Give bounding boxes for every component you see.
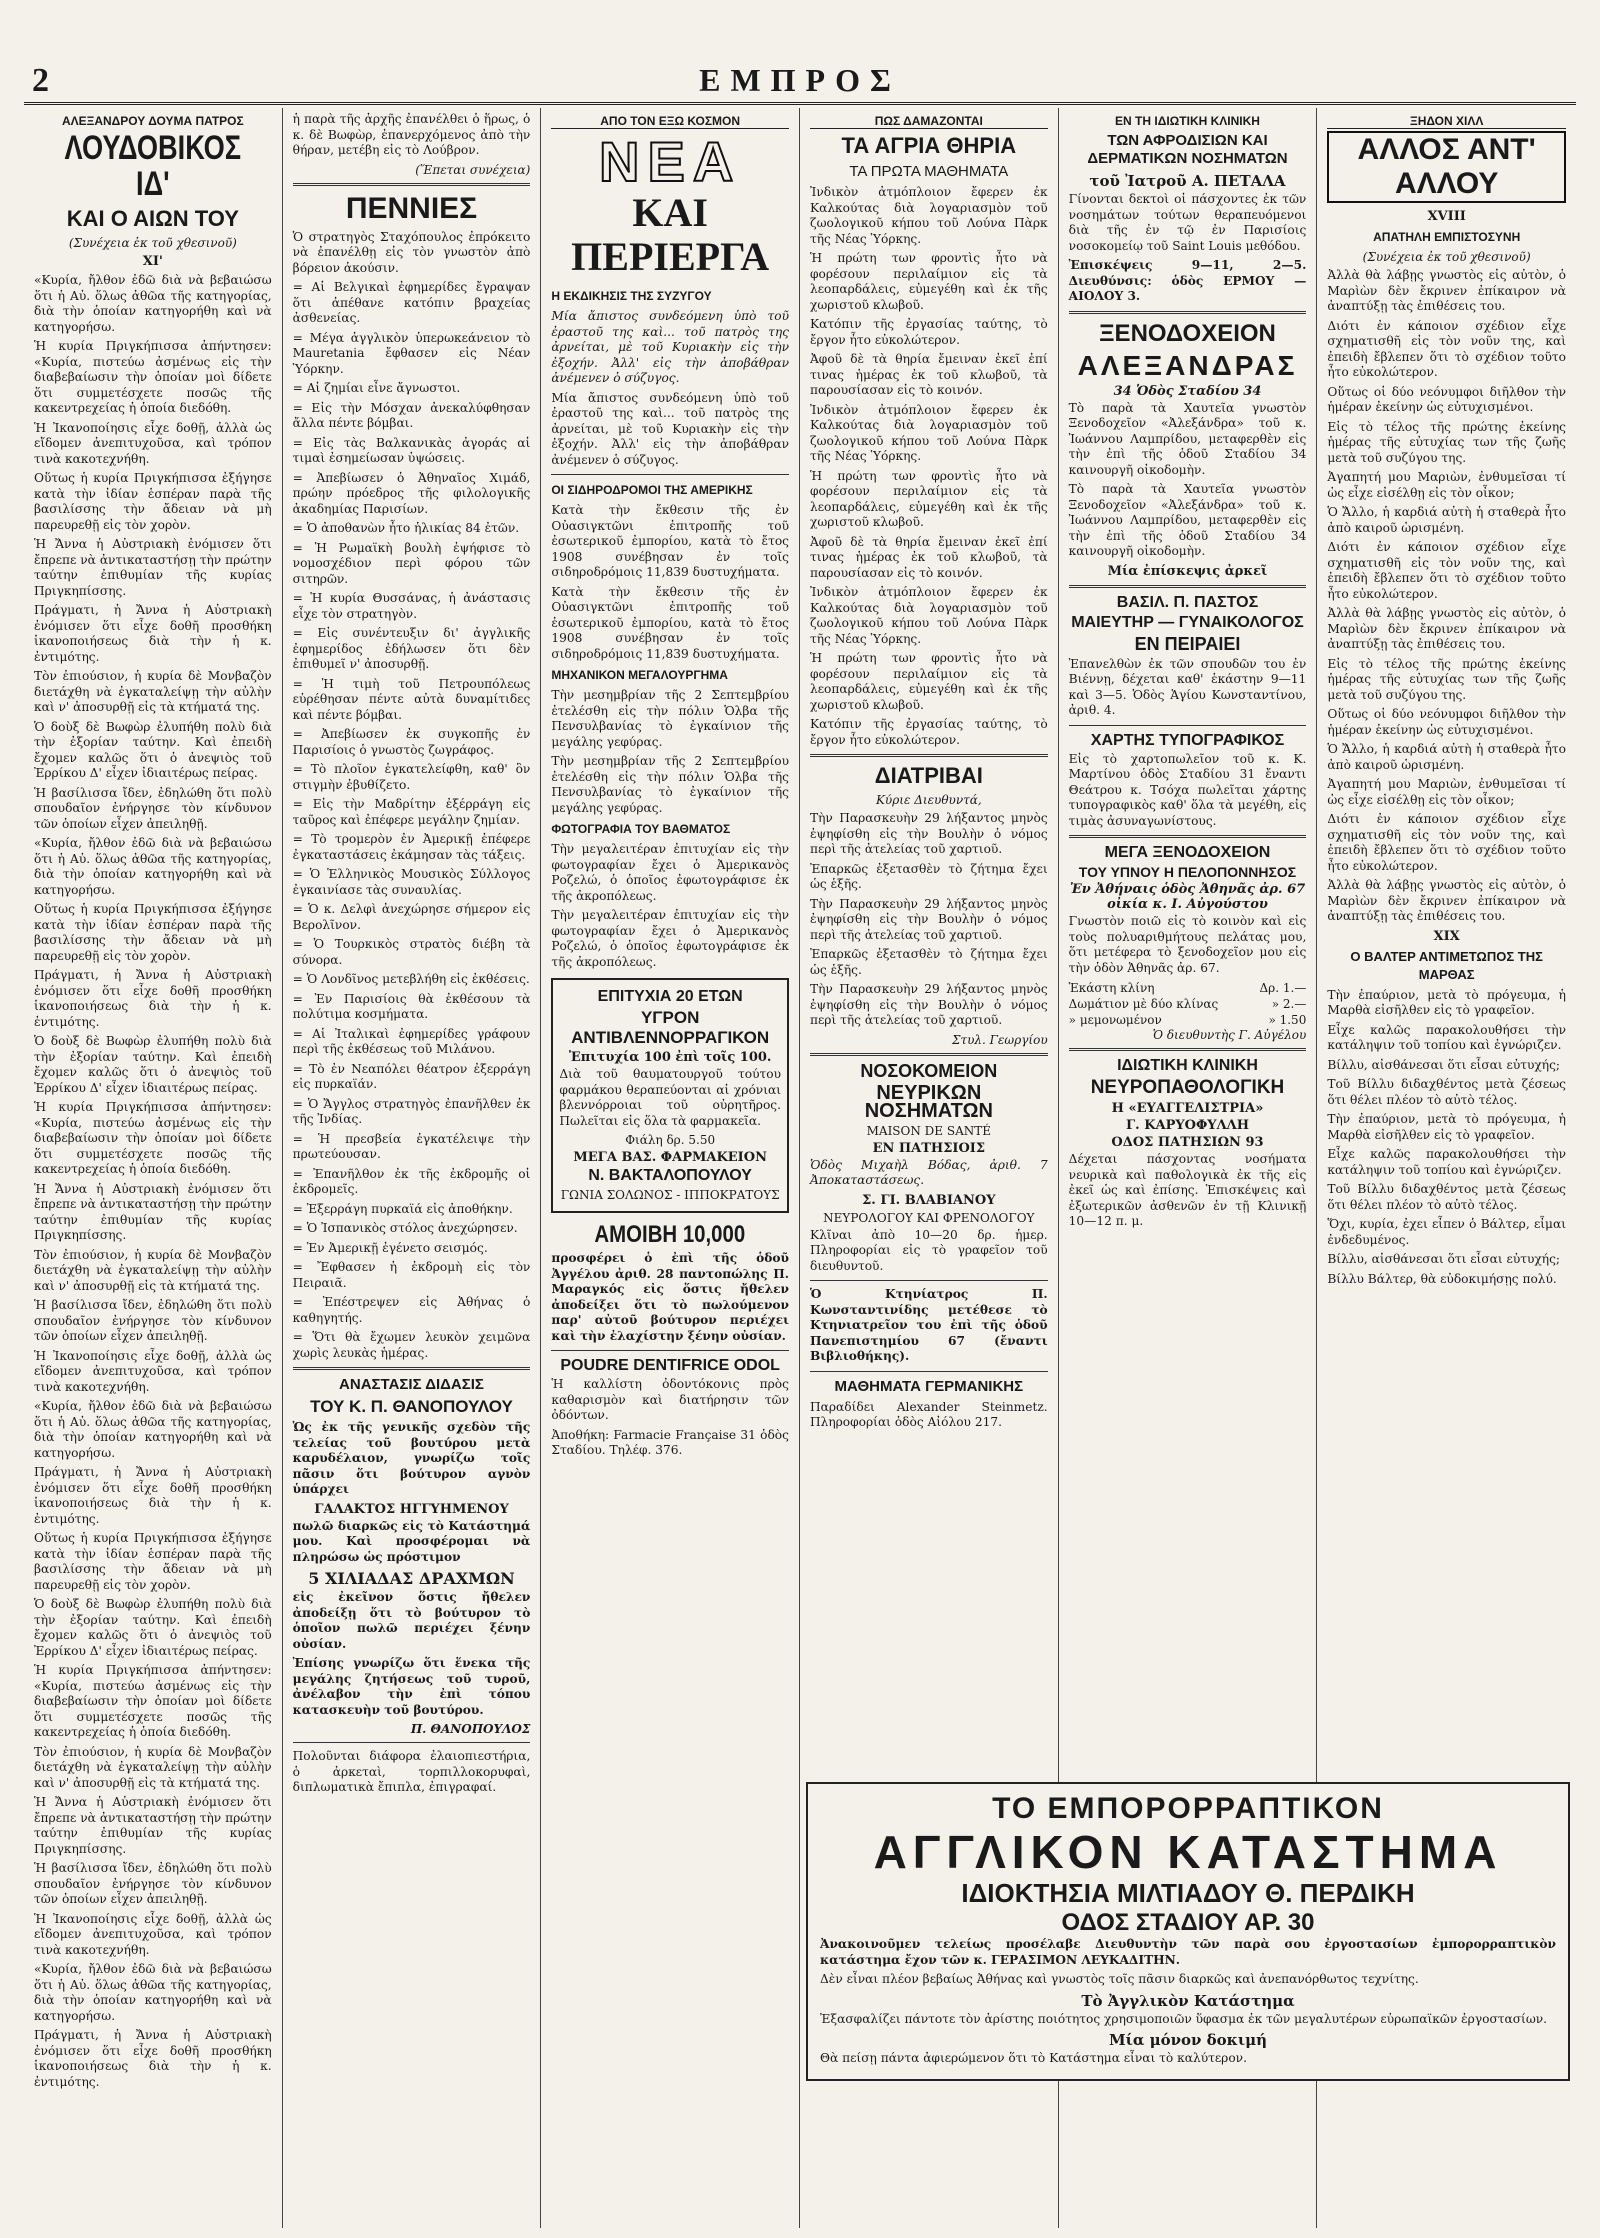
ad-text: Γνωστὸν ποιῶ εἰς τὸ κοινὸν καὶ εἰς τοὺς πολυαριθμήτους πελάτας μου, ὅτι μετέφερα τὸ ξενοδοχεῖον μου εἰς τὴν ὁδὸν Ἀθηνᾶς ἀρ. 67. <box>1068 914 1307 975</box>
ad-text: Ἐπίσης γνωρίζω ὅτι ἕνεκα τῆς μεγάλης ζητήσεως τοῦ τυροῦ, ἀνέλαβον τὴν ἐπὶ τόπου κατασκευὴν τοῦ βουτύρου. <box>292 1656 531 1717</box>
paper-title: ΕΜΠΡΟΣ <box>699 62 901 98</box>
chapter-number: ΧΙ' <box>142 254 163 269</box>
price-label: » μεμονωμένον <box>1068 1013 1162 1027</box>
paragraph: Ἡ Ἰκανοποίησις εἶχε δοθῇ, ἀλλὰ ὡς εἴδομεν ἀνεπιτυχοῦσα, καὶ τρόπον τινὰ κακοτεχνήθη. <box>34 1911 272 1957</box>
doctor-name: τοῦ Ἰατροῦ Α. ΠΕΤΑΛΑ <box>1089 172 1286 190</box>
paragraph: Οὕτως ἡ κυρία Πριγκήπισσα ἐξήγησε κατὰ τὴν ἰδίαν ἑσπέραν παρὰ τῆς βασιλίσσης τὴν ἄδειαν νὰ μὴ παρευρεθῇ εἰς τὸν χορὸν. <box>34 1531 272 1592</box>
ad-text: Ἐπισκέψεις 9—11, 2—5. Διευθύνσις: ὁδὸς ΕΡΜΟΥ — ΑΙΟΛΟΥ 3. <box>1068 258 1307 303</box>
column-1 <box>24 108 283 2228</box>
doctor-name: ΒΑΣΙΛ. Π. ΠΑΣΤΟΣ <box>1116 593 1259 611</box>
serial-title: ΛΟΥΔΟΒΙΚΟΣ ΙΔ' <box>64 129 242 203</box>
chapter-number: XVIII <box>1427 209 1466 224</box>
paragraph: Ὁ στρατηγὸς Σταχόπουλος ἐπρόκειτο νὰ ἐπανέλθῃ εἰς τὸν γνωστὸν ἀπὸ βόρειον ἀκούσιν. <box>292 229 531 275</box>
ad-text: εἰς ἐκεῖνον ὅστις ἤθελεν ἀποδείξῃ ὅτι τὸ βούτυρον τὸ ὁποῖον πωλῶ περιέχει ξένην οὐσίαν. <box>292 1590 531 1651</box>
continued-signature: (Ἕπεται συνέχεια) <box>415 162 531 177</box>
paragraph: Πράγματι, ἡ Ἄννα ἡ Αὐστριακὴ ἐνόμισεν ὅτι εἶχε δοθῆ προσθήκη ἱκανοποιήσεως διὰ τὴν ἡ κ. ἐντιμότης. <box>34 1465 272 1526</box>
doctor-role: ΜΑΙΕΥΤΗΡ — ΓΥΝΑΙΚΟΛΟΓΟΣ <box>1071 613 1304 631</box>
paragraph: Ἀλλὰ θὰ λάβῃς γνωστὸς εἰς αὐτὸν, ὁ Μαρὶὼν δὲν ἔκρινεν ἐπίκαιρον νὰ ἀναπτύξῃ τὰς ἐπιθέσεις του. <box>1327 268 1566 313</box>
paragraph: Πράγματι, ἡ Ἄννα ἡ Αὐστριακὴ ἐνόμισεν ὅτι εἶχε δοθῆ προσθήκη ἱκανοποιήσεως διὰ τὴν ἡ κ. ἐντιμότης. <box>34 2028 272 2089</box>
article-title: ΔΙΑΤΡΙΒΑΙ <box>874 763 983 788</box>
paragraph: Οὕτως οἱ δύο νεόνυμφοι διῆλθον τὴν ἡμέραν ἐκείνην ὡς εὐτυχισμένοι. <box>1327 384 1566 414</box>
news-brief-item: = Ὅτι θὰ ἔχωμεν λευκὸν χειμῶνα χωρὶς λευκὰς ἡμέρας. <box>292 1330 531 1360</box>
paragraph: Τὴν Παρασκευὴν 29 λήξαντος μηνὸς ἐψηφίσθη εἰς τὴν Βουλὴν ὁ νόμος περὶ τῆς ἀτελείας τοῦ χαρτιοῦ. <box>809 896 1048 942</box>
ad-footer: Πολοῦνται διάφορα ἐλαιοπιεστήρια, ὁ ἀρκεταὶ, τορπιλλοκορυφαὶ, διπλωματικὰ ἔπιπλα, ἐπιγραφαί. <box>292 1749 531 1794</box>
paragraph: Ἡ βασίλισσα ἴδεν, ἐδηλώθη ὅτι πολὺ σπουδαῖον ἐνήργησε τὸν κίνδυνον τῶν ὁποίων εἶχεν ἀπειληθῇ. <box>34 1861 272 1906</box>
ad-footer: Μία ἐπίσκεψις ἀρκεῖ <box>1107 563 1268 579</box>
serial-subtitle: ΚΑΙ Ο ΑΙΩΝ ΤΟΥ <box>66 206 239 231</box>
ad-address: Ἀποθήκη: Farmacie Française 31 ὁδὸς Σταδίου. Τηλέφ. 376. <box>551 1427 789 1457</box>
ad-highlight: ΓΑΛΑΚΤΟΣ ΗΓΓΥΗΜΕΝΟΥ <box>314 1501 509 1517</box>
ad-address: ΓΩΝΙΑ ΣΟΛΩΝΟΣ - ΙΠΠΟΚΡΑΤΟΥΣ <box>560 1188 780 1202</box>
ad-title: ΑΓΓΛΙΚΟΝ ΚΑΤΑΣΤΗΜΑ <box>873 1826 1503 1878</box>
paragraph: Ἡ κυρία Πριγκήπισσα ἀπήντησεν: «Κυρία, πιστεύω ἀσμένως εἰς τὴν διαβεβαίωσιν τὴν ὁποίαν μοὶ δίδετε ὅτι συμμετέσχετε ποσῶς τῆς κακεντρεχείας ἡ ὁποία διεδόθη. <box>34 1663 272 1739</box>
paragraph: Ἡ Ἰκανοποίησις εἶχε δοθῇ, ἀλλὰ ὡς εἴδομεν ἀνεπιτυχοῦσα, καὶ τρόπον τινὰ κακοτεχνήθη. <box>34 420 272 466</box>
paragraph: Ἰνδικὸν ἀτμόπλοιον ἔφερεν ἐκ Καλκούτας διὰ λογαριασμὸν τοῦ ζωολογικοῦ κήπου τοῦ Λούνα Πὰρκ τῆς Νέας Ὑόρκης. <box>809 402 1048 463</box>
news-brief-item: = Εἰς τὴν Μαδρίτην ἐξέρράγη εἰς ταῦρος καὶ ἐπέφερε μεγάλην ζημίαν. <box>292 797 531 827</box>
ad-text: Ἡ καλλίστη ὀδοντόκονις πρὸς καθαρισμὸν καὶ διατήρησιν τῶν ὀδόντων. <box>551 1377 789 1422</box>
section-kicker: ΑΠΟ ΤΟΝ ΕΞΩ ΚΟΣΜΟΝ <box>551 114 789 129</box>
clinic-address: ΟΔΟΣ ΠΑΤΗΣΙΩΝ 93 <box>1111 1135 1264 1150</box>
news-brief-item: = Ἔφθασεν ἡ ἐκδρομὴ εἰς τὸν Πειραιᾶ. <box>292 1260 531 1290</box>
news-brief-item: = Ἡ κυρία Θυσσάνας, ἡ ἀνάστασις εἶχε τὸν στρατηγὸν. <box>292 591 531 621</box>
tailor-shop-ad <box>806 1782 1570 2081</box>
paragraph: Κατόπιν τῆς ἐργασίας ταύτης, τὸ ἔργον ἦτο εὐκολώτερον. <box>809 717 1048 747</box>
divider <box>1069 1048 1307 1051</box>
paragraph: Ὁ Ἄλλο, ἡ καρδιά αὐτὴ ἡ σταθερὰ ἦτο ἀπὸ καιροῦ ὡρισμένη. <box>1327 742 1566 772</box>
paragraph: Τὴν Παρασκευὴν 29 λήξαντος μηνὸς ἐψηφίσθη εἰς τὴν Βουλὴν ὁ νόμος περὶ τῆς ἀτελείας τοῦ χαρτιοῦ. <box>809 982 1048 1027</box>
paragraph: Εἰς τὸ τέλος τῆς πρώτης ἐκείνης ἡμέρας τῆς εὐτυχίας των τῆς ζωῆς μετὰ τοῦ συζύγου της. <box>1327 419 1566 465</box>
clinic-title: ΝΕΥΡΟΠΑΘΟΛΟΓΙΚΗ <box>1090 1077 1285 1098</box>
divider <box>551 1350 789 1351</box>
divider <box>293 183 531 186</box>
paragraph: Εἰς τὸ τέλος τῆς πρώτης ἐκείνης ἡμέρας τῆς εὐτυχίας των τῆς ζωῆς μετὰ τοῦ συζύγου της. <box>1327 656 1566 702</box>
paragraph: Τὴν ἐπαύριον, μετὰ τὸ πρόγευμα, ἡ Μαρθὰ εἰσῆλθεν εἰς τὸ γραφεῖον. <box>1327 987 1566 1017</box>
paragraph: Ἰνδικὸν ἀτμόπλοιον ἔφερεν ἐκ Καλκούτας διὰ λογαριασμὸν τοῦ ζωολογικοῦ κήπου τοῦ Λούνα Πὰρκ τῆς Νέας Ὑόρκης. <box>809 185 1048 246</box>
divider <box>1069 311 1307 314</box>
news-brief-item: = Ὁ Λονδῖνος μετεβλήθη εἰς ἐκθέσεις. <box>292 972 530 986</box>
paragraph: Τοῦ Βίλλυ διδαχθέντος μετὰ ζέσεως ὅτι θέλει πλέον τὸ αὐτὸ τέλος. <box>1327 1077 1566 1107</box>
ad-highlight: 5 ΧΙΛΙΑΔΑΣ ΔΡΑΧΜΩΝ <box>308 1569 515 1588</box>
paragraph: Οὕτως ἡ κυρία Πριγκήπισσα ἐξήγησε κατὰ τὴν ἰδίαν ἑσπέραν παρὰ τῆς βασιλίσσης τὴν ἄδειαν νὰ μὴ παρευρεθῇ εἰς τὸν χορὸν. <box>34 902 272 963</box>
news-brief-item: = Ἐν Παρισίοις θὰ ἐκθέσουν τὰ πολύτιμα κοσμήματα. <box>292 991 531 1021</box>
paragraph: Τὴν μεγαλειτέραν ἐπιτυχίαν εἰς τὴν φωτογραφίαν ἔχει ὁ Ἀμερικανὸς Ροζελώ, ὁ ὁποῖος ἐφωτογράφισε ἐκ τῆς ἀκροπόλεως. <box>551 908 789 969</box>
hotel-title: ΤΟΥ ΥΠΝΟΥ Η ΠΕΛΟΠΟΝΝΗΣΟΣ <box>1078 864 1297 880</box>
news-brief-item: = Εἰς συνέντευξιν δι' ἀγγλικῆς ἐφημερίδος ἐδήλωσεν ὅτι δὲν ἐπιθυμεῖ ν' ἀποσυρθῇ. <box>292 626 531 671</box>
hotel-title: ΑΛΕΞΑΝΔΡΑΣ <box>1077 349 1298 381</box>
continued-note: (Συνέχεια ἐκ τοῦ χθεσινοῦ) <box>68 236 237 250</box>
news-brief-item: = Ἡ πρεσβεία ἐγκατέλειψε τὴν πρωτεύουσαν. <box>292 1131 531 1161</box>
article-heading: Η ΕΚΔΙΚΗΣΙΣ ΤΗΣ ΣΥΖΥΓΟΥ <box>551 289 712 303</box>
ad-text: Διὰ τοῦ θαυματουργοῦ τούτου φαρμάκου θεραπεύονται αἱ χρόνιαι βλεννόρροιαι τοῦ οὐρητῆρος. Πωλεῖται εἰς ὅλα τὰ φαρμακεῖα. <box>559 1067 781 1128</box>
paragraph: Τὸν ἐπιούσιον, ἡ κυρία δὲ Μονβαζὸν διετάχθη νὰ ἐγκαταλείψῃ τὴν αὐλὴν καὶ ν' ἀποσυρθῇ εἰς τὰ κτήματά της. <box>34 1247 272 1293</box>
serial-author: ΑΛΕΞΑΝΔΡΟΥ ΔΟΥΜΑ ΠΑΤΡΟΣ <box>61 114 244 128</box>
paragraph: Διότι ἐν κάποιον σχέδιον εἶχε σχηματισθῆ εἰς τὸν νοῦν της, καὶ ἐπειδὴ ἔβλεπεν ὅτι τὸ σχέδιον τοῦτο ἦτο εὐκολώτερον. <box>1327 812 1566 873</box>
ad-text: Παραδίδει Alexander Steinmetz. Πληροφορίαι ὁδὸς Αἰόλου 217. <box>809 1399 1048 1429</box>
paragraph: Πράγματι, ἡ Ἄννα ἡ Αὐστριακὴ ἐνόμισεν ὅτι εἶχε δοθῆ προσθήκη ἱκανοποιήσεως διὰ τὴν ἡ κ. ἐντιμότης. <box>34 603 272 664</box>
paragraph: Ἐπαρκῶς ἐξετασθὲν τὸ ζήτημα ἔχει ὡς ἑξῆς. <box>809 947 1048 977</box>
price-label: Δωμάτιον μὲ δύο κλίνας <box>1068 997 1219 1011</box>
section-title: ΠΕΝΝΙΕΣ <box>345 191 478 225</box>
ad-highlight: Ἐπιτυχία 100 ἐπὶ τοῖς 100. <box>568 1050 772 1065</box>
paragraph: Κατὰ τὴν ἔκθεσιν τῆς ἐν Οὐασιγκτῶνι ἐπιτροπῆς τοῦ ἐσωτερικοῦ ἐμπορίου, κατὰ τὸ ἔτος 1908 συνέβησαν ἐν τοῖς σιδηροδρόμοις 11,839 δυστυχήματα. <box>551 584 789 661</box>
paragraph: Ὁ δοὺξ δὲ Βωφὼρ ἐλυπήθη πολὺ διὰ τὴν ἐξορίαν ταύτην. Καὶ ἐπειδὴ ἔχομεν καλῶς ὅτι ὁ ἀνεψιὸς τοῦ Ἐρρίκου Δ' εἶχεν ἰδιαιτέρως πείρας. <box>34 1597 272 1658</box>
paragraph: Ἀγαπητή μου Μαριὼν, ἐνθυμεῖσαι τί ὡς εἶχε εἰσέλθῃ εἰς τὸν οἶκον; <box>1327 470 1566 500</box>
paragraph: Ἡ βασίλισσα ἴδεν, ἐδηλώθη ὅτι πολὺ σπουδαῖον ἐνήργησε τὸν κίνδυνον τῶν ὁποίων εἶχεν ἀπειληθῇ. <box>34 1298 272 1343</box>
hotel-address: Ἐν Ἀθήναις ὁδὸς Ἀθηνᾶς ἀρ. 67 οἰκία κ. Ι. Αὐγούστου <box>1069 882 1306 912</box>
paragraph: Ὁ δοὺξ δὲ Βωφὼρ ἐλυπήθη πολὺ διὰ τὴν ἐξορίαν ταύτην. Καὶ ἐπειδὴ ἔχομεν καλῶς ὅτι ὁ ἀνεψιὸς τοῦ Ἐρρίκου Δ' εἶχεν ἰδιαιτέρως πείρας. <box>34 719 272 780</box>
ad-title: ΤΟΥ Κ. Π. ΘΑΝΟΠΟΥΛΟΥ <box>310 1397 513 1416</box>
ad-text: Ὁ Κτηνίατρος Π. Κωνσταντινίδης μετέθεσε τὸ Κτηνιατρεῖον του ἐπὶ τῆς ὁδοῦ Πανεπιστημίου 67 (ἔναντι Βιβλιοθήκης). <box>809 1287 1048 1363</box>
paragraph: Ἰνδικὸν ἀτμόπλοιον ἔφερεν ἐκ Καλκούτας διὰ λογαριασμὸν τοῦ ζωολογικοῦ κήπου τοῦ Λούνα Πὰρκ τῆς Νέας Ὑόρκης. <box>809 585 1048 646</box>
price-row <box>1069 980 1307 996</box>
paragraph: Ἀλλὰ θὰ λάβῃς γνωστὸς εἰς αὐτὸν, ὁ Μαρὶὼν δὲν ἔκρινεν ἐπίκαιρον νὰ ἀναπτύξῃ τὰς ἐπιθέσεις του. <box>1327 878 1566 923</box>
paragraph: Ἐπαρκῶς ἐξετασθὲν τὸ ζήτημα ἔχει ὡς ἑξῆς. <box>809 861 1048 891</box>
medicine-ad <box>551 978 789 1213</box>
news-brief-item: = Αἱ Ἰταλικαὶ ἐφημερίδες γράφουν περὶ τῆς ἐκθέσεως τοῦ Μιλάνου. <box>292 1026 531 1056</box>
divider <box>1069 725 1307 726</box>
paragraph: Ὁ δοὺξ δὲ Βωφὼρ ἐλυπήθη πολὺ διὰ τὴν ἐξορίαν ταύτην. Καὶ ἐπειδὴ ἔχομεν καλῶς ὅτι ὁ ἀνεψιὸς τοῦ Ἐρρίκου Δ' εἶχεν ἰδιαιτέρως πείρας. <box>34 1034 272 1095</box>
ad-signature: Π. ΘΑΝΟΠΟΥΛΟΣ <box>410 1722 531 1736</box>
news-brief-item: = Ἐν Ἀμερικῇ ἐγένετο σεισμός. <box>292 1240 488 1255</box>
paragraph: Οὕτως ἡ κυρία Πριγκήπισσα ἐξήγησε κατὰ τὴν ἰδίαν ἑσπέραν παρὰ τῆς βασιλίσσης τὴν ἄδειαν νὰ μὴ παρευρεθῇ εἰς τὸν χορὸν. <box>34 471 272 532</box>
news-brief-item: = Ἐπανῆλθον ἐκ τῆς ἐκδρομῆς οἱ ἐκδρομεῖς. <box>292 1166 531 1196</box>
paragraph: Τὴν μεγαλειτέραν ἐπιτυχίαν εἰς τὴν φωτογραφίαν ἔχει ὁ Ἀμερικανὸς Ροζελώ, ὁ ὁποῖος ἐφωτογράφισε ἐκ τῆς ἀκροπόλεως. <box>551 842 789 903</box>
news-brief-item: = Εἰς τὰς Βαλκανικὰς ἀγοράς αἱ τιμαὶ ἐσημείωσαν ὑψώσεις. <box>292 435 531 465</box>
article-subtitle: ΤΑ ΠΡΩΤΑ ΜΑΘΗΜΑΤΑ <box>849 163 1009 180</box>
news-brief-item: = Ὁ Ἰσπανικὸς στόλος ἀνεχώρησεν. <box>292 1221 518 1235</box>
clinic-subtitle: Η «ΕΥΑΓΓΕΛΙΣΤΡΙΑ» <box>1111 1101 1264 1116</box>
paragraph: «Κυρία, ἤλθον ἐδῶ διὰ νὰ βεβαιώσω ὅτι ἡ Αὐ. ὅλως ἀθῶα τῆς κατηγορίας, διὰ τὴν ὁποίαν κατηγορήθη καὶ νὰ κατηγορήσω. <box>34 273 272 334</box>
news-brief-item: = Ὁ Ἄγγλος στρατηγὸς ἐπανῆλθεν ἐκ τῆς Ἰνδίας. <box>292 1096 531 1126</box>
paragraph: Βίλλυ, αἰσθάνεσαι ὅτι εἶσαι εὐτυχής; <box>1327 1057 1561 1072</box>
news-brief-item: = Τὸ ἐν Νεαπόλει θέατρον ἐξερράγη εἰς πυρκαϊάν. <box>292 1061 531 1091</box>
paragraph: Ἡ πρώτη των φροντὶς ἦτο νὰ φορέσουν περιλαίμιον εἰς τὰ λεοπαρδάλεις, εὐμεγέθη καὶ ἐκ τῆς χωριστοῦ κλωβοῦ. <box>809 468 1048 529</box>
divider <box>1069 585 1307 588</box>
ad-kicker: ΑΝΑΣΤΑΣΙΣ ΔΙΔΑΣΙΣ <box>339 1376 484 1393</box>
column-3 <box>541 108 800 2228</box>
article-heading: ΦΩΤΟΓΡΑΦΙΑ ΤΟΥ ΒΑΘΜΑΤΟΣ <box>551 822 731 836</box>
ad-subtitle: ΜΕΓΑ ΒΑΣ. ΦΑΡΜΑΚΕΙΟΝ <box>573 1150 767 1165</box>
article-kicker: ΠΩΣ ΔΑΜΑΖΟΝΤΑΙ <box>810 114 1048 129</box>
paragraph: Τὴν Παρασκευὴν 29 λήξαντος μηνὸς ἐψηφίσθη εἰς τὴν Βουλὴν ὁ νόμος περὶ τῆς ἀτελείας τοῦ χαρτιοῦ. <box>809 811 1048 856</box>
ad-title: ΥΓΡΟΝ ΑΝΤΙΒΛΕΝΝΟΡΡΑΓΙΚΟΝ <box>571 1008 770 1047</box>
ad-text: Δέχεται πάσχοντας νοσήματα νευρικὰ καὶ παθολογικὰ ἐκ τῆς εἰς ἐκεῖ ὡς καὶ ἐπίσης. Ἐπισκέψεις καὶ ἐξωτερικῶν ἀσθενῶν ἐν τῇ Κλινικῇ 10—12 π. μ. <box>1068 1152 1307 1228</box>
salutation: Κύριε Διευθυντά, <box>875 793 982 807</box>
ad-signature: Ὁ διευθυντὴς Γ. Αὐγέλου <box>1152 1028 1307 1042</box>
reward-ad-title: ΑΜΟΙΒΗ 10,000 <box>594 1221 746 1248</box>
ad-location: ΕΝ ΠΑΤΗΣΙΟΙΣ <box>872 1140 986 1156</box>
paragraph: ἡ παρὰ τῆς ἀρχῆς ἐπανέλθει ὁ ἥρως, ὁ κ. δὲ Βωφὼρ, ἐπανερχόμενος ἀπὸ τὴν θήραν, μετέβη εἰς τὸ Λούβρον. <box>292 112 531 157</box>
paragraph: Κατὰ τὴν ἔκθεσιν τῆς ἐν Οὐασιγκτῶνι ἐπιτροπῆς τοῦ ἐσωτερικοῦ ἐμπορίου, κατὰ τὸ ἔτος 1908 συνέβησαν ἐν τοῖς σιδηροδρόμοις 11,839 δυστυχήματα. <box>551 503 789 579</box>
paragraph: Πράγματι, ἡ Ἄννα ἡ Αὐστριακὴ ἐνόμισεν ὅτι εἶχε δοθῆ προσθήκη ἱκανοποιήσεως διὰ τὴν ἡ κ. ἐντιμότης. <box>34 968 272 1029</box>
signature: Στυλ. Γεωργίου <box>952 1032 1048 1047</box>
news-brief-item: = Ἡ τιμὴ τοῦ Πετρουπόλεως εὑρέθησαν πέντε αὐτὰ δυναμίτιδες καὶ πέντε βόμβαι. <box>292 676 531 722</box>
clinic-kicker: ΙΔΙΩΤΙΚΗ ΚΛΙΝΙΚΗ <box>1117 1057 1258 1074</box>
divider <box>1069 835 1307 838</box>
ad-text: Ἐπανελθὼν ἐκ τῶν σπουδῶν του ἐν Βιέννῃ, δέχεται καθ' ἑκάστην 9—11 καὶ 3—5. Ὁδὸς Ἁγίου Κωνσταντίνου, ἀριθ. 4. <box>1068 656 1307 717</box>
ad-text: προσφέρει ὁ ἐπὶ τῆς ὁδοῦ Ἀγγέλου ἀριθ. 28 παντοπώλης Π. Μαραγκός εἰς ὅστις ἤθελεν ἀποδείξει ὅτι τὸ πωλούμενον παρ' αὐτοῦ βούτυρον περιέχει καὶ τὴν ἐλαχίστην ξένην οὐσίαν. <box>551 1251 789 1343</box>
news-brief-item: = Αἱ Βελγικαὶ ἐφημερίδες ἔγραψαν ὅτι ἀπέθανε κατόπιν βραχείας ἀσθενείας. <box>292 280 531 325</box>
ad-address: ΟΔΟΣ ΣΤΑΔΙΟΥ ΑΡ. 30 <box>1061 1909 1315 1936</box>
ad-text: Ὁδὸς Μιχαὴλ Βόδας, ἀριθ. 7 Ἀποκαταστάσεως. <box>809 1157 1048 1187</box>
ad-owner: ΙΔΙΟΚΤΗΣΙΑ ΜΙΛΤΙΑΔΟΥ Θ. ΠΕΡΔΙΚΗ <box>961 1878 1415 1908</box>
price-value: » 2.— <box>1271 997 1307 1011</box>
ad-text: Ἀνακοινοῦμεν τελείως προσέλαβε Διευθυντὴν τῶν παρὰ σου ἐργοστασίων ἐμπορορραπτικὸν κατάστημα ἔχον τῶν κ. ΓΕΡΑΣΙΜΟΝ ΛΕΥΚΑΔΙΤΗΝ. <box>820 1937 1556 1967</box>
paragraph: Ἡ κυρία Πριγκήπισσα ἀπήντησεν: «Κυρία, πιστεύω ἀσμένως εἰς τὴν διαβεβαίωσιν τὴν ὁποίαν μοὶ δίδετε ὅτι συμμετέσχετε ποσῶς τῆς κακεντρεχείας ἡ ὁποία διεδόθη. <box>34 1100 272 1176</box>
news-brief-list <box>293 280 531 1361</box>
article-title: ΤΑ ΑΓΡΙΑ ΘΗΡΙΑ <box>841 133 1017 158</box>
paragraph: Βίλλυ Βάλτερ, θὰ εὐδοκιμήσῃς πολύ. <box>1327 1271 1557 1286</box>
paragraph: Τὸν ἐπιούσιον, ἡ κυρία δὲ Μονβαζὸν διετάχθη νὰ ἐγκαταλείψῃ τὴν αὐλὴν καὶ ν' ἀποσυρθῇ εἰς τὰ κτήματά της. <box>34 669 272 714</box>
news-brief-item: = Ἀπεβίωσεν ὁ Ἀθηναῖος Χιμάδ, πρώην πρόεδρος τῆς φιλολογικῆς ἀκαδημίας Παρισίων. <box>292 470 531 516</box>
ad-text: Εἰς τὸ χαρτοπωλεῖον τοῦ κ. Κ. Μαρτίνου ὁδὸς Σταδίου 31 ἔναντι Θεάτρου κ. Τσόχα πωλεῖται χάρτης τυπογραφικὸς καθ' ὅλα τὰ μεγέθη, εἰς τιμὰς ἀσυναγωνίστους. <box>1068 751 1307 828</box>
ad-highlight: Μία μόνον δοκιμή <box>1108 2031 1268 2049</box>
paragraph: Ἡ Ἄννα ἡ Αὐστριακὴ ἐνόμισεν ὅτι ἔπρεπε νὰ ἀντικαταστήσῃ τὴν πρώτην ταύτην ἐπιθυμίαν τῆς κυρίας Πριγκηπίσσης. <box>34 537 272 598</box>
paragraph: Εἶχε καλῶς παρακολουθήσει τὴν κατάληψιν τοῦ τοπίου καὶ ἐγνώριζεν. <box>1327 1147 1566 1177</box>
paragraph: Ἡ πρώτη των φροντὶς ἦτο νὰ φορέσουν περιλαίμιον εἰς τὰ λεοπαρδάλεις, εὐμεγέθη καὶ ἐκ τῆς χωριστοῦ κλωβοῦ. <box>809 651 1048 712</box>
price-value: » 1.50 <box>1268 1013 1307 1027</box>
chapter-title: ΑΠΑΤΗΛΗ ΕΜΠΙΣΤΟΣΥΝΗ <box>1373 230 1521 244</box>
chapter-number: XIX <box>1433 928 1460 944</box>
page-number: 2 <box>32 62 49 99</box>
ad-name: Ν. ΒΑΚΤΑΛΟΠΟΥΛΟΥ <box>588 1167 752 1184</box>
divider <box>810 1371 1048 1372</box>
serial-author: ΞΗΔΟΝ ΧΙΛΛ <box>1327 114 1566 129</box>
news-brief-item: = Αἱ ζημίαι εἶνε ἄγνωστοι. <box>292 381 461 395</box>
ad-title: ΝΟΣΟΚΟΜΕΙΟΝ <box>860 1060 998 1081</box>
paragraph: Ἡ Ἄννα ἡ Αὐστριακὴ ἐνόμισεν ὅτι ἔπρεπε νὰ ἀντικαταστήσῃ τὴν πρώτην ταύτην ἐπιθυμίαν τῆς κυρίας Πριγκηπίσσης. <box>34 1795 272 1856</box>
price-row <box>1069 1012 1307 1028</box>
ad-text: πωλῶ διαρκῶς εἰς τὸ Κατάστημά μου. Καὶ προσφέρομαι νὰ πληρώσω ὡς πρόστιμον <box>292 1518 531 1564</box>
hotel-address: 34 Ὁδὸς Σταδίου 34 <box>1113 383 1262 399</box>
ad-kicker: ΤΟ ΕΜΠΟΡΟΡΡΑΠΤΙΚΟΝ <box>992 1792 1384 1825</box>
ad-highlight: Τὸ Ἀγγλικὸν Κατάστημα <box>1081 1991 1295 2010</box>
paragraph: Ἡ βασίλισσα ἴδεν, ἐδηλώθη ὅτι πολὺ σπουδαῖον ἐνήργησε τὸν κίνδυνον τῶν ὁποίων εἶχεν ἀπειληθῇ. <box>34 785 272 831</box>
news-brief-item: = Εἰς τὴν Μόσχαν ἀνεκαλύφθησαν ἄλλα πέντε βόμβαι. <box>292 400 531 430</box>
ad-title: ΝΕΥΡΙΚΩΝ ΝΟΣΗΜΑΤΩΝ <box>864 1081 993 1122</box>
paragraph: «Κυρία, ἤλθον ἐδῶ διὰ νὰ βεβαιώσω ὅτι ἡ Αὐ. ὅλως ἀθῶα τῆς κατηγορίας, διὰ τὴν ὁποίαν κατηγορήθη καὶ νὰ κατηγορήσω. <box>34 836 272 897</box>
paragraph: Βίλλυ, αἰσθάνεσαι ὅτι εἶσαι εὐτυχής; <box>1327 1252 1561 1266</box>
divider <box>810 1280 1048 1281</box>
paragraph: Ἡ κυρία Πριγκήπισσα ἀπήντησεν: «Κυρία, πιστεύω ἀσμένως εἰς τὴν διαβεβαίωσιν τὴν ὁποίαν μοὶ δίδετε ὅτι συμμετέσχετε ποσῶς τῆς κακεντρεχείας ἡ ὁποία διεδόθη. <box>34 339 272 415</box>
paragraph: Ἡ Ἰκανοποίησις εἶχε δοθῇ, ἀλλὰ ὡς εἴδομεν ἀνεπιτυχοῦσα, καὶ τρόπον τινὰ κακοτεχνήθη. <box>34 1348 272 1394</box>
paragraph: Ἡ Ἄννα ἡ Αὐστριακὴ ἐνόμισεν ὅτι ἔπρεπε νὰ ἀντικαταστήσῃ τὴν πρώτην ταύτην ἐπιθυμίαν τῆς κυρίας Πριγκηπίσσης. <box>34 1181 272 1242</box>
paragraph: Ἀγαπητή μου Μαριὼν, ἐνθυμεῖσαι τί ὡς εἶχε εἰσέλθῃ εἰς τὸν οἶκον; <box>1327 777 1566 807</box>
serial-title: ΑΛΛΟΣ ΑΝΤ' ΑΛΛΟΥ <box>1327 131 1566 203</box>
paragraph: Ὅχι, κυρία, ἐχει εἶπεν ὁ Βάλτερ, εἶμαι ἐνδεδυμένος. <box>1327 1217 1566 1247</box>
article-heading: ΟΙ ΣΙΔΗΡΟΔΡΟΜΟΙ ΤΗΣ ΑΜΕΡΙΚΗΣ <box>551 483 753 497</box>
news-brief-item: = Ἐπέστρεψεν εἰς Ἀθήνας ὁ καθηγητής. <box>292 1295 531 1325</box>
news-brief-item: = Ὁ ἀποθανὼν ἦτο ἡλικίας 84 ἐτῶν. <box>292 521 520 535</box>
divider <box>810 1053 1048 1056</box>
section-title-serif: ΚΑΙ ΠΕΡΙΕΡΓΑ <box>571 190 770 279</box>
ad-price: Φιάλη δρ. 5.50 <box>625 1133 716 1147</box>
paragraph: Τὴν μεσημβρίαν τῆς 2 Σεπτεμβρίου ἐτελέσθη εἰς τὴν πόλιν Ὁλβα τῆς Πενσυλβανίας τὸ ἐγκαίνιον τῆς μεγάλης γεφύρας. <box>551 754 789 815</box>
news-brief-item: = Τὸ πλοῖον ἐγκατελείφθη, καθ' ὃν στιγμὴν ἐβυθίζετο. <box>292 762 531 792</box>
continued-note: (Συνέχεια ἐκ τοῦ χθεσινοῦ) <box>1362 250 1531 264</box>
price-value: Δρ. 1.— <box>1259 981 1307 995</box>
clinic-kicker: ΕΝ ΤΗ ΙΔΙΩΤΙΚΗ ΚΛΙΝΙΚΗ <box>1115 114 1260 128</box>
ad-text: Θὰ πείσῃ πάντα ἀφιερώμενον ὅτι τὸ Κατάστημα εἶναι τὸ καλύτερον. <box>820 2051 1247 2065</box>
paragraph: Οὕτως οἱ δύο νεόνυμφοι διῆλθον τὴν ἡμέραν ἐκείνην ὡς εὐτυχισμένοι. <box>1327 707 1566 737</box>
ad-text: Τὸ παρὰ τὰ Χαυτεῖα γνωστὸν Ξενοδοχεῖον «Ἀλεξάνδρα» τοῦ κ. Ἰωάννου Λαμπρίδου, μεταφερθὲν εἰς τὴν ἐπὶ τῆς ὁδοῦ Σταδίου 34 καινουργῆ οἰκοδομὴν. <box>1068 482 1307 558</box>
column-2 <box>283 108 542 2228</box>
news-brief-item: = Ὁ κ. Δελφὶ ἀνεχώρησε σήμερον εἰς Βερολῖνον. <box>292 902 531 932</box>
paragraph: Τὴν ἐπαύριον, μετὰ τὸ πρόγευμα, ἡ Μαρθὰ εἰσῆλθεν εἰς τὸ γραφεῖον. <box>1327 1112 1566 1142</box>
price-label: Ἑκάστη κλίνη <box>1068 981 1155 995</box>
paragraph: Τὸν ἐπιούσιον, ἡ κυρία δὲ Μονβαζὸν διετάχθη νὰ ἐγκαταλείψῃ τὴν αὐλὴν καὶ ν' ἀποσυρθῇ εἰς τὰ κτήματά της. <box>34 1744 272 1790</box>
paragraph: «Κυρία, ἤλθον ἐδῶ διὰ νὰ βεβαιώσω ὅτι ἡ Αὐ. ὅλως ἀθῶα τῆς κατηγορίας, διὰ τὴν ὁποίαν κατηγορήθη καὶ νὰ κατηγορήσω. <box>34 1962 272 2023</box>
news-brief-item: = Μέγα ἀγγλικὸν ὑπερωκεάνειον τὸ Mauretania ἔφθασεν εἰς Νέαν Ὑόρκην. <box>292 330 531 376</box>
divider <box>293 1742 531 1743</box>
paragraph: Ἀλλὰ θὰ λάβῃς γνωστὸς εἰς αὐτὸν, ὁ Μαρὶὼν δὲν ἔκρινεν ἐπίκαιρον νὰ ἀναπτύξῃ τὰς ἐπιθέσεις του. <box>1327 606 1566 651</box>
print-ad-title: ΧΑΡΤΗΣ ΤΥΠΟΓΡΑΦΙΚΟΣ <box>1090 731 1285 749</box>
article-heading: ΜΗΧΑΝΙΚΟΝ ΜΕΓΑΛΟΥΡΓΗΜΑ <box>551 668 728 682</box>
paragraph: Ἡ πρώτη των φροντὶς ἦτο νὰ φορέσουν περιλαίμιον εἰς τὰ λεοπαρδάλεις, εὐμεγέθη καὶ ἐκ τῆς χωριστοῦ κλωβοῦ. <box>809 251 1048 312</box>
paragraph: «Κυρία, ἤλθον ἐδῶ διὰ νὰ βεβαιώσω ὅτι ἡ Αὐ. ὅλως ἀθῶα τῆς κατηγορίας, διὰ τὴν ὁποίαν κατηγορήθη καὶ νὰ κατηγορήσω. <box>34 1399 272 1460</box>
doctor-name: Γ. ΚΑΡΥΟΦΥΛΛΗ <box>1125 1118 1250 1133</box>
ad-text: Ὡς ἐκ τῆς γενικῆς σχεδὸν τῆς τελείας τοῦ βουτύρου μετὰ καρυδέλαιον, γνωρίζω τοῖς πᾶσιν ὅτι βούτυρον αγνὸν ὑπάρχει <box>292 1420 531 1496</box>
clinic-title: ΤΩΝ ΑΦΡΟΔΙΣΙΩΝ ΚΑΙ ΔΕΡΜΑΤΙΚΩΝ ΝΟΣΗΜΑΤΩΝ <box>1087 132 1288 167</box>
ad-text: Κλῖναι ἀπὸ 10—20 δρ. ἡμερ. Πληροφορίαι εἰς τὸ γραφεῖον τοῦ διευθυντοῦ. <box>809 1227 1048 1273</box>
paragraph: Εἶχε καλῶς παρακολουθήσει τὴν κατάληψιν τοῦ τοπίου καὶ ἐγνώριζεν. <box>1327 1022 1566 1052</box>
price-row <box>1069 996 1307 1012</box>
ad-title: ΜΑΘΗΜΑΤΑ ΓΕΡΜΑΝΙΚΗΣ <box>834 1377 1024 1395</box>
ad-text: Δὲν εἶναι πλέον βεβαίως Ἀθήνας καὶ γνωστὸς τοῖς πᾶσιν διαρκῶς καὶ ἀνεπανόρθωτος τεχνίτης. <box>820 1972 1419 1986</box>
ad-text: Γίνονται δεκτοὶ οἱ πάσχοντες ἐκ τῶν νοσημάτων τούτων θεραπευόμενοι διὰ τῆς ἐν τῷ ἐν Παρισίοις νοσοκομείῳ τοῦ Saint Louis μεθόδου. <box>1068 192 1307 253</box>
ad-text: Τὸ παρὰ τὰ Χαυτεῖα γνωστὸν Ξενοδοχεῖον «Ἀλεξάνδρα» τοῦ κ. Ἰωάννου Λαμπρίδου, μεταφερθὲν εἰς τὴν ἐπὶ τῆς ὁδοῦ Σταδίου 34 καινουργῆ οἰκοδομὴν. <box>1068 400 1307 477</box>
ad-role: ΝΕΥΡΟΛΟΓΟΥ ΚΑΙ ΦΡΕΝΟΛΟΓΟΥ <box>823 1210 1035 1225</box>
news-brief-item: = Ἀπεβίωσεν ἐκ συγκοπῆς ἐν Παρισίοις ὁ γνωστὸς ζωγράφος. <box>292 727 531 757</box>
price-list <box>1069 980 1307 1028</box>
masthead <box>24 62 1576 105</box>
news-brief-item: = Ὁ Τουρκικὸς στρατὸς διέβη τὰ σύνορα. <box>292 937 531 967</box>
paragraph: Ὁ Ἄλλο, ἡ καρδιά αὐτὴ ἡ σταθερὰ ἦτο ἀπὸ καιροῦ ὡρισμένη. <box>1327 505 1566 535</box>
paragraph: Διότι ἐν κάποιον σχέδιον εἶχε σχηματισθῆ εἰς τὸν νοῦν της, καὶ ἐπειδὴ ἔβλεπεν ὅτι τὸ σχέδιον τοῦτο ἦτο εὐκολώτερον. <box>1327 540 1566 601</box>
divider <box>810 754 1048 757</box>
ad-kicker: ΕΠΙΤΥΧΙΑ 20 ΕΤΩΝ <box>597 988 743 1005</box>
ad-subtitle: MAISON DE SANTÉ <box>866 1123 992 1138</box>
divider <box>551 474 789 475</box>
section-title-outline: ΝΕΑ <box>599 130 742 193</box>
paragraph: Μία ἄπιστος συνδεόμενη ὑπὸ τοῦ ἐραστοῦ της καὶ... τοῦ πατρὸς της ἀρνείται, μὲ τοῦ Κυριακὴν εἰς τὴν ἐξοχήν. Ἀλλ' εἰς τὴν ἀποβάθραν ἀνέμενεν ὁ σύζυγος. <box>551 309 789 385</box>
paragraph: Μία ἄπιστος συνδεόμενη ὑπὸ τοῦ ἐραστοῦ της καὶ... τοῦ πατρὸς της ἀρνείται, μὲ τοῦ Κυριακὴν εἰς τὴν ἐξοχήν. Ἀλλ' εἰς τὴν ἀποβάθραν ἀνέμενεν ὁ σύζυγος. <box>551 390 789 467</box>
paragraph: Τὴν μεσημβρίαν τῆς 2 Σεπτεμβρίου ἐτελέσθη εἰς τὴν πόλιν Ὁλβα τῆς Πενσυλβανίας τὸ ἐγκαίνιον τῆς μεγάλης γεφύρας. <box>551 688 789 749</box>
chapter-title: Ο ΒΑΛΤΕΡ ΑΝΤΙΜΕΤΩΠΟΣ ΤΗΣ ΜΑΡΘΑΣ <box>1350 948 1543 982</box>
news-brief-item: = Ὁ Ἑλληνικὸς Μουσικὸς Σύλλογος ἐγκαινίασε τὰς συναυλίας. <box>292 867 531 897</box>
paragraph: Ἀφοῦ δὲ τὰ θηρία ἔμειναν ἐκεῖ ἐπί τινας ἡμέρας ἐκ τοῦ κλωβοῦ, τὰ παρουσίασαν εἰς τὸ κοινόν. <box>809 352 1048 397</box>
hotel-kicker: ΜΕΓΑ ΞΕΝΟΔΟΧΕΙΟΝ <box>1104 844 1271 861</box>
ad-text: Ἐξασφαλίζει πάντοτε τὸν ἀρίστης ποιότητος χρησιμοποιῶν ὕφασμα ἐκ τῶν μεγαλυτέρων εὐρωπαϊκῶν ἐργοστασίων. <box>820 2011 1548 2026</box>
news-brief-item: = Ἐξερράγη πυρκαϊά εἰς ἀποθήκην. <box>292 1201 513 1216</box>
doctor-location: ΕΝ ΠΕΙΡΑΙΕΙ <box>1134 633 1241 654</box>
paragraph: Ἀφοῦ δὲ τὰ θηρία ἔμειναν ἐκεῖ ἐπί τινας ἡμέρας ἐκ τοῦ κλωβοῦ, τὰ παρουσίασαν εἰς τὸ κοινόν. <box>809 534 1048 580</box>
hotel-kicker: ΞΕΝΟΔΟΧΕΙΟΝ <box>1099 319 1276 347</box>
paragraph: Κατόπιν τῆς ἐργασίας ταύτης, τὸ ἔργον ἦτο εὐκολώτερον. <box>809 317 1048 347</box>
odol-ad-title: POUDRE DENTIFRICE ODOL <box>560 1357 780 1374</box>
divider <box>293 1367 531 1370</box>
paragraph: Διότι ἐν κάποιον σχέδιον εἶχε σχηματισθῆ εἰς τὸν νοῦν της, καὶ ἐπειδὴ ἔβλεπεν ὅτι τὸ σχέδιον τοῦτο ἦτο εὐκολώτερον. <box>1327 318 1566 379</box>
ad-name: Σ. ΓΙ. ΒΛΑΒΙΑΝΟΥ <box>862 1192 996 1208</box>
paragraph: Τοῦ Βίλλυ διδαχθέντος μετὰ ζέσεως ὅτι θέλει πλέον τὸ αὐτὸ τέλος. <box>1327 1182 1566 1212</box>
news-brief-item: = Ἡ Ρωμαϊκὴ βουλὴ ἐψήφισε τὸ νομοσχέδιον περὶ φόρου τῶν σιτηρῶν. <box>292 540 531 586</box>
news-brief-item: = Τὸ τρομερὸν ἐν Ἀμερικῇ ἐπέφερε ἐγκαταστάσεις ἐκάμησαν τὰς τάξεις. <box>292 832 531 862</box>
